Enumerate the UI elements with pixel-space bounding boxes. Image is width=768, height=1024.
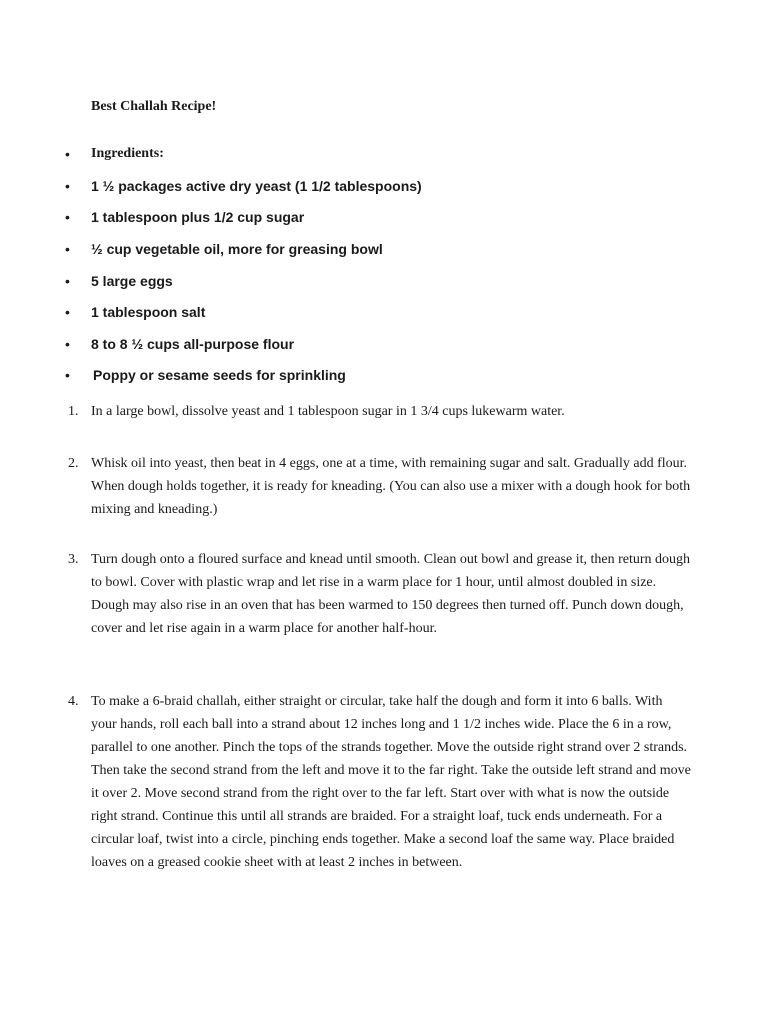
ingredient-text: Poppy or sesame seeds for sprinkling bbox=[93, 367, 346, 383]
list-item bbox=[0, 365, 768, 385]
step-text: Turn dough onto a floured surface and knead until smooth. Clean out bowl and grease it, then return dough to bowl. Cover with plastic wrap and let rise in a warm place for 1 hour, until almost doubled in size. Dough may also rise in an oven that has been warmed to 150 degrees then turned off. Punch down dough, cover and let rise again in a warm place for another half-hour. bbox=[91, 552, 691, 636]
bullet-icon: • bbox=[65, 304, 70, 320]
bullet-icon: • bbox=[65, 146, 70, 162]
step-number: 4. bbox=[68, 694, 79, 709]
list-item bbox=[0, 239, 768, 259]
bullet-icon: • bbox=[65, 273, 70, 289]
list-item bbox=[0, 207, 768, 227]
step-text: In a large bowl, dissolve yeast and 1 tablespoon sugar in 1 3/4 cups lukewarm water. bbox=[91, 404, 565, 419]
ingredient-text: 1 tablespoon salt bbox=[91, 304, 206, 320]
bullet-icon: • bbox=[65, 178, 70, 194]
bullet-icon: • bbox=[65, 241, 70, 257]
list-item bbox=[0, 334, 768, 354]
step-text: To make a 6-braid challah, either straight or circular, take half the dough and form it into 6 balls. With your hands, roll each ball into a strand about 12 inches long and 1 1/2 inches wide. Place the 6 in a row, parallel to one another. Pinch the tops of the strands together. Move the outside right strand over 2 strands. Then take the second strand from the left and move it to the far right. Take the outside left strand and move it over 2. Move second strand from the right over to the far left. Start over with what is now the outside right strand. Continue this until all strands are braided. For a straight loaf, tuck ends underneath. For a circular loaf, twist into a circle, pinching ends together. Make a second loaf the same way. Place braided loaves on a greased cookie sheet with at least 2 inches in between. bbox=[91, 694, 691, 870]
step-text: Whisk oil into yeast, then beat in 4 eggs, one at a time, with remaining sugar and salt. Gradually add flour. When dough holds together, it is ready for kneading. (You can also use a mixer with a dough hook for both mixing and kneading.) bbox=[91, 456, 691, 517]
step-number: 1. bbox=[68, 404, 79, 419]
bullet-icon: • bbox=[65, 367, 70, 383]
recipe-title: Best Challah Recipe! bbox=[91, 99, 217, 114]
list-item bbox=[0, 302, 768, 322]
ingredient-text: 8 to 8 ½ cups all-purpose flour bbox=[91, 336, 295, 352]
list-item bbox=[0, 176, 768, 196]
ingredient-text: 5 large eggs bbox=[91, 273, 173, 289]
ingredient-text: 1 ½ packages active dry yeast (1 1/2 tablespoons) bbox=[91, 178, 422, 194]
list-item-ingredients-heading bbox=[0, 144, 768, 164]
step-number: 2. bbox=[68, 456, 79, 471]
list-item bbox=[0, 271, 768, 291]
ingredient-text: ½ cup vegetable oil, more for greasing bowl bbox=[91, 241, 383, 257]
bullet-icon: • bbox=[65, 209, 70, 225]
step-number: 3. bbox=[68, 552, 79, 567]
ingredient-text: 1 tablespoon plus 1/2 cup sugar bbox=[91, 209, 305, 225]
bullet-icon: • bbox=[65, 336, 70, 352]
ingredients-heading: Ingredients: bbox=[91, 146, 164, 161]
